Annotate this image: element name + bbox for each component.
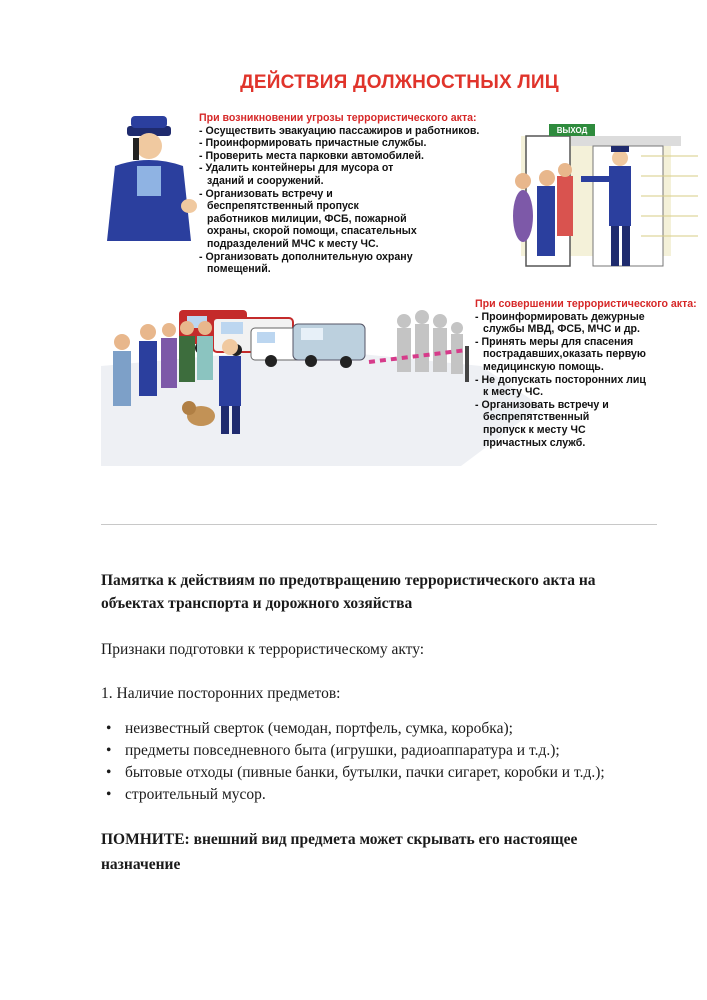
list-item [101,740,681,762]
list-item [101,784,681,806]
list-item-text: предметы повседневного быта (игрушки, радиоаппаратура и т.д.); [125,742,560,759]
remember-notice: ПОМНИТЕ: внешний вид предмета может скрывать его настоящее назначение [101,831,578,873]
act-actions-heading: При совершении террористического акта: [475,298,697,310]
act-actions-list [475,311,698,450]
poster-illustration [101,66,698,494]
exit-doorway-figure [513,124,698,266]
bullet-icon: • [106,786,112,803]
threat-actions-block [199,112,529,276]
act-action-item: - Организовать встречу и беспрепятственный пропуск к месту ЧС причастных служб. [475,399,633,449]
memo-title: Памятка к действиям по предотвращению террористического акта на объектах транспорта и дорожного хозяйства [101,572,596,612]
poster-title: ДЕЙСТВИЯ ДОЛЖНОСТНЫХ ЛИЦ [240,72,559,93]
act-actions-block [475,298,698,449]
list-item [101,718,681,740]
threat-actions-heading: При возникновении угрозы террористического акта: [199,112,477,124]
signs-intro: Признаки подготовки к террористическому акту: [101,641,425,658]
threat-action-item: - Организовать дополнительную охрану помещений. [199,251,422,276]
threat-actions-list [199,125,529,276]
act-action-item: - Не допускать посторонних лиц к месту ЧС. [475,374,653,399]
act-action-item: - Принять меры для спасения пострадавших,оказать первую медицинскую помощь. [475,336,653,374]
threat-action-item: - Проинформировать причастные службы. [199,137,529,150]
list-item-text: бытовые отходы (пивные банки, бутылки, пачки сигарет, коробки и т.д.); [125,764,605,781]
threat-action-item: - Проверить места парковки автомобилей. [199,150,529,163]
threat-action-item: - Осуществить эвакуацию пассажиров и работников. [199,125,529,138]
list-item-text: неизвестный сверток (чемодан, портфель, сумка, коробка); [125,720,513,737]
act-action-item: - Проинформировать дежурные службы МВД, ФСБ, МЧС и др. [475,311,653,336]
section-divider [101,524,657,525]
list-item [101,762,681,784]
bullet-icon: • [106,742,112,759]
threat-action-item: - Удалить контейнеры для мусора от зданий и сооружений. [199,162,422,187]
foreign-objects-list [101,718,681,806]
bullet-icon: • [106,764,112,781]
item-1-heading: 1. Наличие посторонних предметов: [101,685,341,702]
bullet-icon: • [106,720,112,737]
threat-action-item: - Организовать встречу и беспрепятственный пропуск работников милиции, ФСБ, пожарной охраны, скорой помощи, спасательных подразделений МЧС к месту ЧС. [199,188,422,251]
list-item-text: строительный мусор. [125,786,266,803]
officer-on-phone-figure [107,116,197,241]
svg-text:ВЫХОД: ВЫХОД [556,126,588,135]
